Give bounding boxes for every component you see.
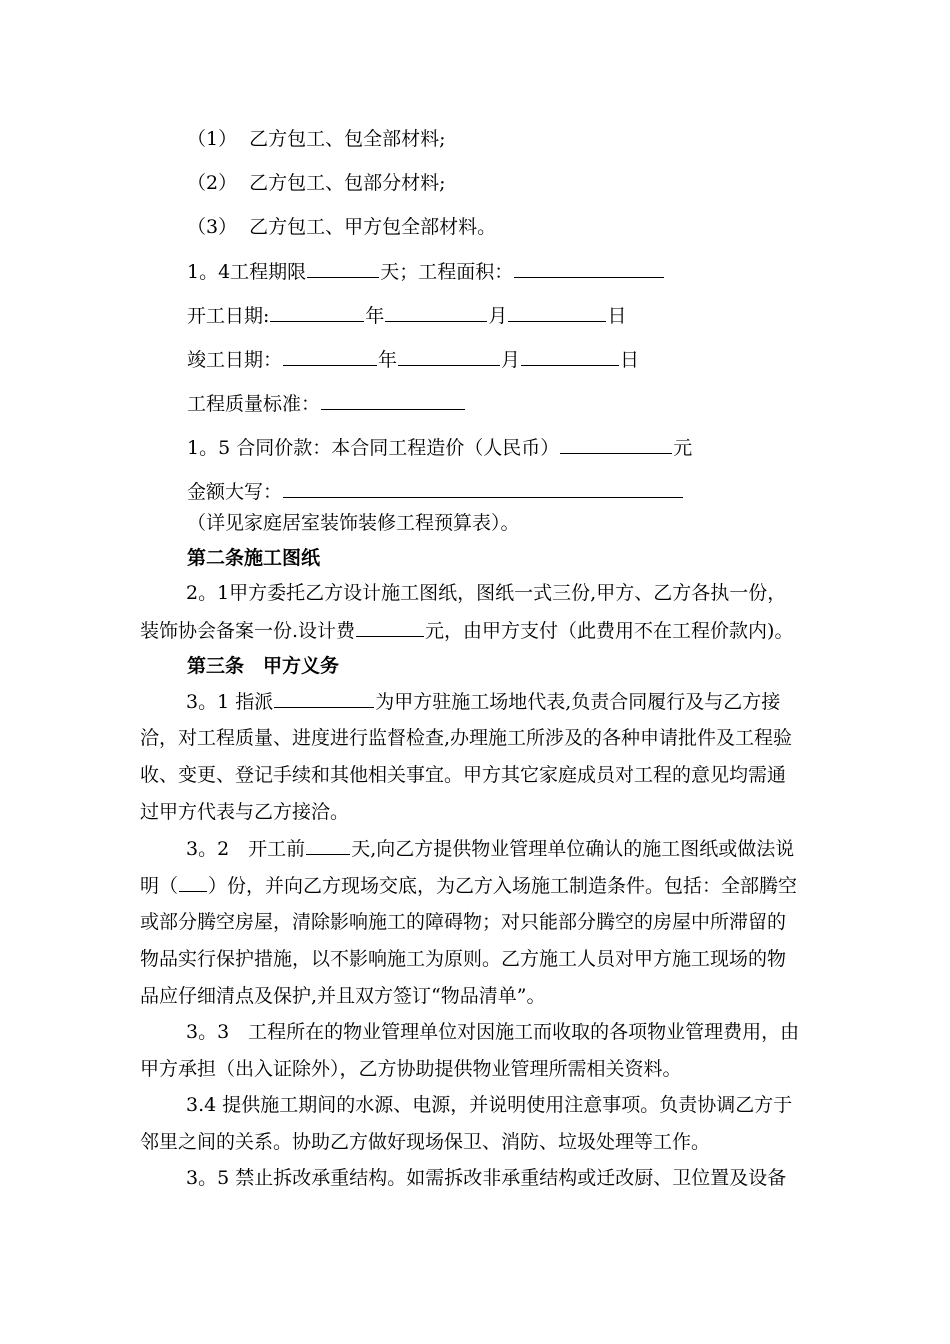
option-number: （1）: [187, 128, 238, 150]
art3-p5-line1: 3。5 禁止拆改承重结构。如需拆改非承重结构或迁改厨、卫位置及设备: [186, 1167, 787, 1189]
art3-p4-line1: 3.4 提供施工期间的水源、电源，并说明使用注意事项。负责协调乙方于: [186, 1094, 793, 1116]
art3-p2-line1: [186, 835, 794, 861]
art3-p3-line2: 甲方承担（出入证除外），乙方协助提供物业管理所需相关资料。: [140, 1058, 682, 1080]
option-number: （2）: [187, 172, 238, 194]
art3-p1-line1: [186, 688, 780, 714]
text-segment: 元，由甲方支付（此费用不在工程价款内)。: [425, 620, 794, 642]
text-segment: 3。1 指派: [186, 691, 274, 713]
art3-p3-line1: 3。3 工程所在的物业管理单位对因施工而收取的各项物业管理费用，由: [186, 1021, 800, 1043]
period-label: 1。4工程期限: [187, 261, 307, 283]
year-label: 年: [378, 349, 398, 371]
text-segment: ）份，并向乙方现场交底，为乙方入场施工制造条件。包括：全部腾空: [208, 875, 798, 897]
text-segment: 3。2 开工前: [186, 838, 306, 860]
day-label: 日: [620, 349, 640, 371]
quality-label: 工程质量标准：: [187, 393, 321, 415]
month-label: 月: [488, 305, 508, 327]
quality-blank[interactable]: [321, 390, 465, 410]
art3-p2-line5: 品应仔细清点及保护,并且双方签订“物品清单”。: [140, 985, 546, 1007]
option-text: 乙方包工、甲方包全部材料。: [249, 216, 497, 238]
days-before-blank[interactable]: [306, 835, 350, 855]
amount-label: 金额大写：: [187, 481, 283, 503]
start-day-blank[interactable]: [508, 302, 606, 322]
text-segment: 为甲方驻施工场地代表,负责合同履行及与乙方接: [375, 691, 781, 713]
quality-line: [187, 390, 466, 416]
area-blank[interactable]: [514, 258, 664, 278]
start-month-blank[interactable]: [385, 302, 487, 322]
start-year-blank[interactable]: [270, 302, 364, 322]
end-date-line: [187, 346, 639, 372]
art3-p4-line2: 邻里之间的关系。协助乙方做好现场保卫、消防、垃圾处理等工作。: [140, 1131, 711, 1153]
art2-p1-line2: [140, 617, 793, 643]
article-3-heading: 第三条 甲方义务: [187, 655, 340, 677]
option-2: [187, 170, 446, 196]
amount-blank[interactable]: [283, 478, 683, 498]
price-blank[interactable]: [560, 434, 672, 454]
art3-p1-line3: 收、变更、登记手续和其他相关事宜。甲方其它家庭成员对工程的意见均需通: [140, 764, 787, 786]
price-label: 1。5 合同价款：本合同工程造价（人民币）: [187, 437, 560, 459]
period-line: [187, 258, 665, 284]
art3-p2-line3: 或部分腾空房屋，清除影响施工的障碍物；对只能部分腾空的房屋中所滞留的: [140, 911, 787, 933]
article-2-heading: 第二条施工图纸: [187, 547, 321, 569]
option-text: 乙方包工、包全部材料;: [249, 128, 446, 150]
end-month-blank[interactable]: [398, 346, 500, 366]
option-3: [187, 214, 496, 240]
month-label: 月: [501, 349, 521, 371]
text-segment: 装饰协会备案一份.设计费: [140, 620, 356, 642]
design-fee-blank[interactable]: [356, 617, 424, 637]
yuan-label: 元: [673, 437, 693, 459]
year-label: 年: [365, 305, 385, 327]
end-year-blank[interactable]: [283, 346, 377, 366]
text-segment: 天,向乙方提供物业管理单位确认的施工图纸或做法说: [351, 838, 795, 860]
art2-p1-line1: 2。1甲方委托乙方设计施工图纸，图纸一式三份,甲方、乙方各执一份，: [186, 582, 787, 604]
period-blank[interactable]: [307, 258, 379, 278]
art3-p1-line2: 洽，对工程质量、进度进行监督检查,办理施工所涉及的各种申请批件及工程验: [140, 727, 793, 749]
art3-p1-line4: 过甲方代表与乙方接洽。: [140, 801, 350, 823]
art3-p2-line4: 物品实行保护措施，以不影响施工为原则。乙方施工人员对甲方施工现场的物: [140, 948, 787, 970]
amount-line: [187, 478, 684, 504]
copies-blank[interactable]: [179, 872, 207, 892]
end-day-blank[interactable]: [521, 346, 619, 366]
option-text: 乙方包工、包部分材料;: [249, 172, 446, 194]
option-number: （3）: [187, 216, 238, 238]
start-date-line: [187, 302, 626, 328]
representative-blank[interactable]: [274, 688, 374, 708]
budget-note: （详见家庭居室装饰装修工程预算表）。: [187, 512, 520, 534]
price-line: [187, 434, 692, 460]
day-label: 日: [607, 305, 627, 327]
option-1: [187, 126, 446, 152]
area-label: 天；工程面积：: [380, 261, 514, 283]
art3-p2-line2: [140, 872, 797, 898]
text-segment: 明（: [140, 875, 179, 897]
start-label: 开工日期:: [187, 305, 270, 327]
end-label: 竣工日期：: [187, 349, 283, 371]
